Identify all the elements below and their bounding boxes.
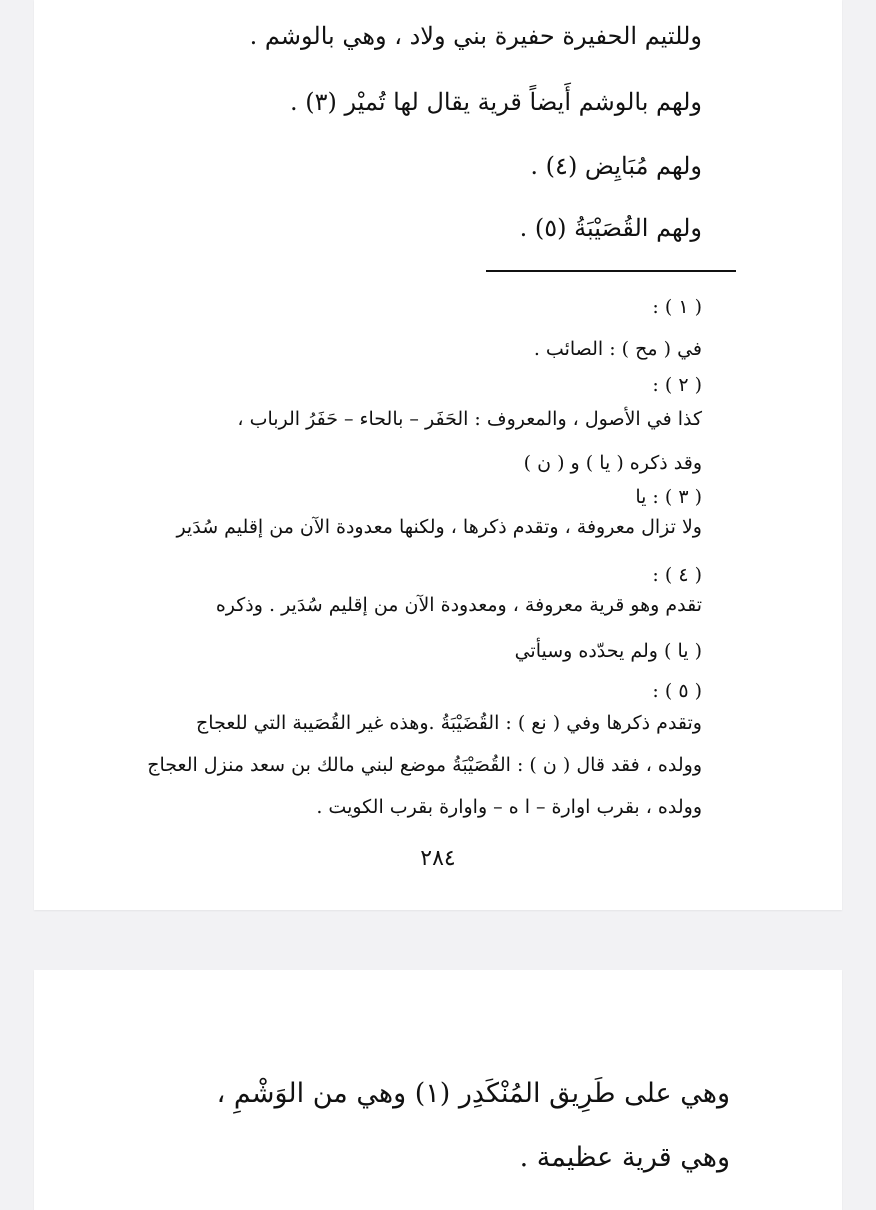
footnote-4-text-line-1: تقدم وهو قرية معروفة ، ومعدودة الآن من إقليم سُدَير . وذكره	[215, 594, 702, 616]
main-text-line-2: وهي قرية عظيمة .	[519, 1142, 730, 1173]
footnote-1-marker: ( ١ ) :	[652, 296, 702, 318]
footnote-3-text: ولا تزال معروفة ، وتقدم ذكرها ، ولكنها معدودة الآن من إقليم سُدَير	[176, 516, 702, 538]
document-page-284	[34, 0, 842, 910]
main-text-line-4: ولهم القُصَيْبَةُ (٥) .	[519, 214, 702, 242]
footnote-5-marker: ( ٥ ) :	[652, 680, 702, 702]
footnote-2-text-line-2: وقد ذكره ( يا ) و ( ن )	[523, 452, 702, 474]
document-page-next	[34, 970, 842, 1210]
footnote-2-marker: ( ٢ ) :	[652, 374, 702, 396]
footnote-4-text-line-2: ( يا ) ولم يحدّده وسيأتي	[514, 640, 702, 662]
footnote-5-text-line-1: وتقدم ذكرها وفي ( نع ) : القُضَيْبَةُ .وهذه غير القُصَيبة التي للعجاج	[196, 712, 702, 734]
footnote-divider	[486, 270, 736, 272]
footnote-4-marker: ( ٤ ) :	[652, 564, 702, 586]
footnote-2-text-line-1: كذا في الأصول ، والمعروف : الحَفَر – بالحاء – حَفَرُ الرباب ،	[237, 408, 702, 430]
footnote-5-text-line-3: وولده ، بقرب اوارة – ا ه – واوارة بقرب الكويت .	[316, 796, 702, 818]
main-text-line-2: ولهم بالوشم أَيضاً قرية يقال لها تُميْر (٣) .	[289, 88, 702, 116]
footnote-1-text: في ( مح ) : الصائب .	[533, 338, 702, 360]
main-text-line-1: وهي على طَرِيق المُنْكَدِر (١) وهي من الوَشْمِ ،	[216, 1078, 730, 1109]
main-text-line-3: ولهم مُبَايِض (٤) .	[530, 152, 702, 180]
footnote-5-text-line-2: وولده ، فقد قال ( ن ) : القُصَيْبَةُ موضع لبني مالك بن سعد منزل العجاج	[147, 754, 702, 776]
footnote-3-marker: ( ٣ ) : يا	[635, 486, 702, 508]
main-text-line-1: وللتيم الحفيرة حفيرة بني ولاد ، وهي بالوشم .	[249, 22, 702, 50]
page-number: ٢٨٤	[420, 846, 456, 871]
